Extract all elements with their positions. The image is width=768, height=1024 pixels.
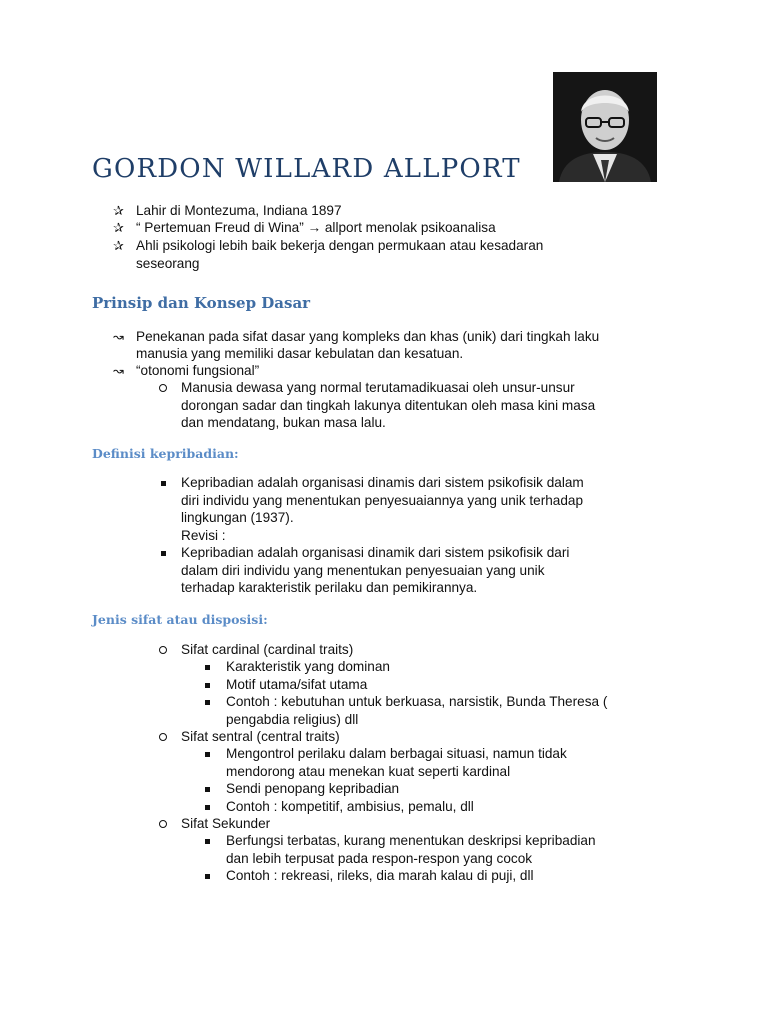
intro-item-3: Ahli psikologi lebih baik bekerja dengan permukaan atau kesadaran [136, 238, 544, 253]
star-bullet-icon: ✰ [113, 238, 124, 253]
square-bullet-icon [205, 665, 210, 670]
definisi-2-line-3: terhadap karakteristik perilaku dan pemikirannya. [181, 580, 478, 595]
circle-bullet-icon [159, 384, 167, 392]
definisi-2-line-1: Kepribadian adalah organisasi dinamik dari sistem psikofisik dari [181, 545, 570, 560]
intro-item-1: Lahir di Montezuma, Indiana 1897 [136, 203, 342, 218]
prinsip-item-2: “otonomi fungsional” [136, 363, 260, 378]
prinsip-sub-1: Manusia dewasa yang normal terutamadikuasai oleh unsur-unsur [181, 380, 575, 395]
section-heading-definisi: Definisi kepribadian: [92, 446, 239, 461]
square-bullet-icon [205, 805, 210, 810]
star-bullet-icon: ✰ [113, 203, 124, 218]
square-bullet-icon [205, 839, 210, 844]
jenis-sentral: Sifat sentral (central traits) [181, 729, 340, 744]
prinsip-item-1-cont: manusia yang memiliki dasar kebulatan dan kesatuan. [136, 346, 464, 361]
square-bullet-icon [205, 874, 210, 879]
jenis-sekunder-2: Contoh : rekreasi, rileks, dia marah kalau di puji, dll [226, 868, 534, 883]
jenis-cardinal: Sifat cardinal (cardinal traits) [181, 642, 354, 657]
jenis-sekunder-1-cont: dan lebih terpusat pada respon-respon yang cocok [226, 851, 533, 866]
arrow-bullet-icon: ↝ [113, 329, 124, 344]
square-bullet-icon [161, 551, 166, 556]
section-heading-jenis: Jenis sifat atau disposisi: [92, 612, 268, 627]
prinsip-sub-2: dorongan sadar dan tingkah lakunya ditentukan oleh masa kini masa [181, 398, 596, 413]
jenis-cardinal-2: Motif utama/sifat utama [226, 677, 368, 692]
jenis-sentral-2: Sendi penopang kepribadian [226, 781, 400, 796]
arrow-bullet-icon: ↝ [113, 363, 124, 378]
definisi-1-line-2: diri individu yang menentukan penyesuaiannya yang unik terhadap [181, 493, 584, 508]
section-heading-prinsip: Prinsip dan Konsep Dasar [92, 294, 311, 312]
page-title: GORDON WILLARD ALLPORT [92, 154, 521, 184]
intro-item-3-cont: seseorang [136, 256, 200, 271]
circle-bullet-icon [159, 646, 167, 654]
intro-item-2: “ Pertemuan Freud di Wina” → allport menolak psikoanalisa [136, 220, 496, 235]
portrait-illustration [553, 72, 657, 182]
jenis-sentral-1: Mengontrol perilaku dalam berbagai situasi, namun tidak [226, 746, 567, 761]
circle-bullet-icon [159, 733, 167, 741]
jenis-cardinal-1: Karakteristik yang dominan [226, 659, 390, 674]
circle-bullet-icon [159, 820, 167, 828]
definisi-2-line-2: dalam diri individu yang menentukan penyesuaian yang unik [181, 563, 545, 578]
definisi-1-line-3: lingkungan (1937). [181, 510, 294, 525]
square-bullet-icon [205, 700, 210, 705]
square-bullet-icon [205, 787, 210, 792]
definisi-revisi: Revisi : [181, 528, 226, 543]
jenis-sentral-1-cont: mendorong atau menekan kuat seperti kardinal [226, 764, 511, 779]
jenis-sekunder: Sifat Sekunder [181, 816, 271, 831]
square-bullet-icon [205, 752, 210, 757]
jenis-cardinal-3-cont: pengabdia religius) dll [226, 712, 359, 727]
star-bullet-icon: ✰ [113, 220, 124, 235]
jenis-sentral-3: Contoh : kompetitif, ambisius, pemalu, dll [226, 799, 474, 814]
square-bullet-icon [205, 683, 210, 688]
jenis-cardinal-3: Contoh : kebutuhan untuk berkuasa, narsistik, Bunda Theresa ( [226, 694, 608, 709]
definisi-1-line-1: Kepribadian adalah organisasi dinamis dari sistem psikofisik dalam [181, 475, 584, 490]
square-bullet-icon [161, 481, 166, 486]
portrait-photo [553, 72, 657, 182]
jenis-sekunder-1: Berfungsi terbatas, kurang menentukan deskripsi kepribadian [226, 833, 596, 848]
prinsip-item-1: Penekanan pada sifat dasar yang kompleks dan khas (unik) dari tingkah laku [136, 329, 600, 344]
prinsip-sub-3: dan mendatang, bukan masa lalu. [181, 415, 386, 430]
